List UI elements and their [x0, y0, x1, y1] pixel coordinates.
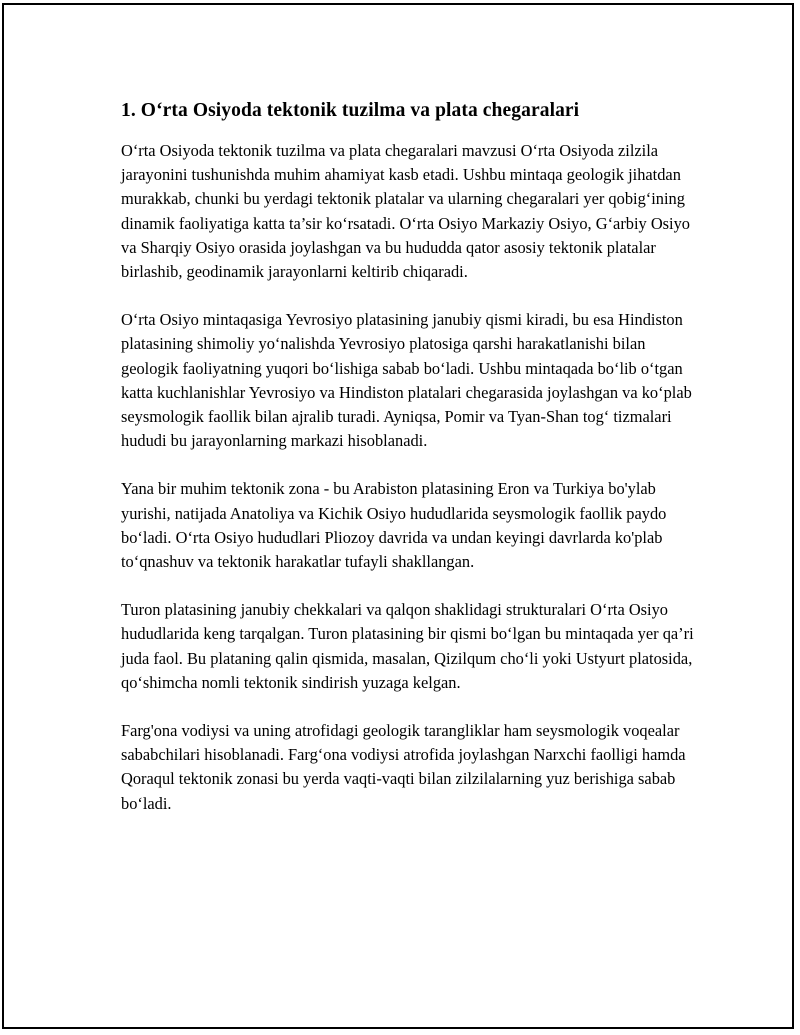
paragraph-4: Turon platasining janubiy chekkalari va qalqon shaklidagi strukturalari O‘rta Osiyo hududlarida keng tarqalgan. Turon platasining bir qismi bo‘lgan bu mintaqada yer qa’ri juda faol. Bu plataning qalin qismida, masalan, Qizilqum cho‘li yoki Ustyurt platosida, qo‘shimcha nomli tektonik sindirish yuzaga kelgan. — [121, 600, 694, 692]
section-heading: 1. O‘rta Osiyoda tektonik tuzilma va plata chegaralari — [121, 100, 580, 121]
document-body — [121, 99, 701, 840]
paragraph-5: Farg'ona vodiysi va uning atrofidagi geologik tarangliklar ham seysmologik voqealar sababchilari hisoblanadi. Farg‘ona vodiysi atrofida joylashgan Narxchi faolligi hamda Qoraqul tektonik zonasi bu yerda vaqti-vaqti bilan zilzilalarning yuz berishiga sabab bo‘ladi. — [121, 721, 686, 813]
paragraph-1: O‘rta Osiyoda tektonik tuzilma va plata chegaralari mavzusi O‘rta Osiyoda zilzila jarayonini tushunishda muhim ahamiyat kasb etadi. Ushbu mintaqa geologik jihatdan murakkab, chunki bu yerdagi tektonik platalar va ularning chegaralari yer qobig‘ining dinamik faoliyatiga katta ta’sir ko‘rsatadi. O‘rta Osiyo Markaziy Osiyo, G‘arbiy Osiyo va Sharqiy Osiyo orasida joylashgan va bu hududda qator asosiy tektonik platalar birlashib, geodinamik jarayonlarni keltirib chiqaradi. — [121, 141, 690, 282]
paragraph-3: Yana bir muhim tektonik zona - bu Arabiston platasining Eron va Turkiya bo'ylab yurishi, natijada Anatoliya va Kichik Osiyo hududlarida seysmologik faollik paydo bo‘ladi. O‘rta Osiyo hududlari Pliozoy davrida va undan keyingi davrlarda ko'plab to‘qnashuv va tektonik harakatlar tufayli shakllangan. — [121, 479, 667, 572]
document-page — [2, 3, 794, 1029]
paragraph-2: O‘rta Osiyo mintaqasiga Yevrosiyo platasining janubiy qismi kiradi, bu esa Hindiston platasining shimoliy yo‘nalishda Yevrosiyo platosiga qarshi harakatlanishi bilan geologik faoliyatning yuqori bo‘lishiga sabab bo‘ladi. Ushbu mintaqada bo‘lib o‘tgan katta kuchlanishlar Yevrosiyo va Hindiston platalari chegarasida joylashgan va ko‘plab seysmologik faollik bilan ajralib turadi. Ayniqsa, Pomir va Tyan-Shan tog‘ tizmalari hududi bu jarayonlarning markazi hisoblanadi. — [121, 310, 692, 451]
